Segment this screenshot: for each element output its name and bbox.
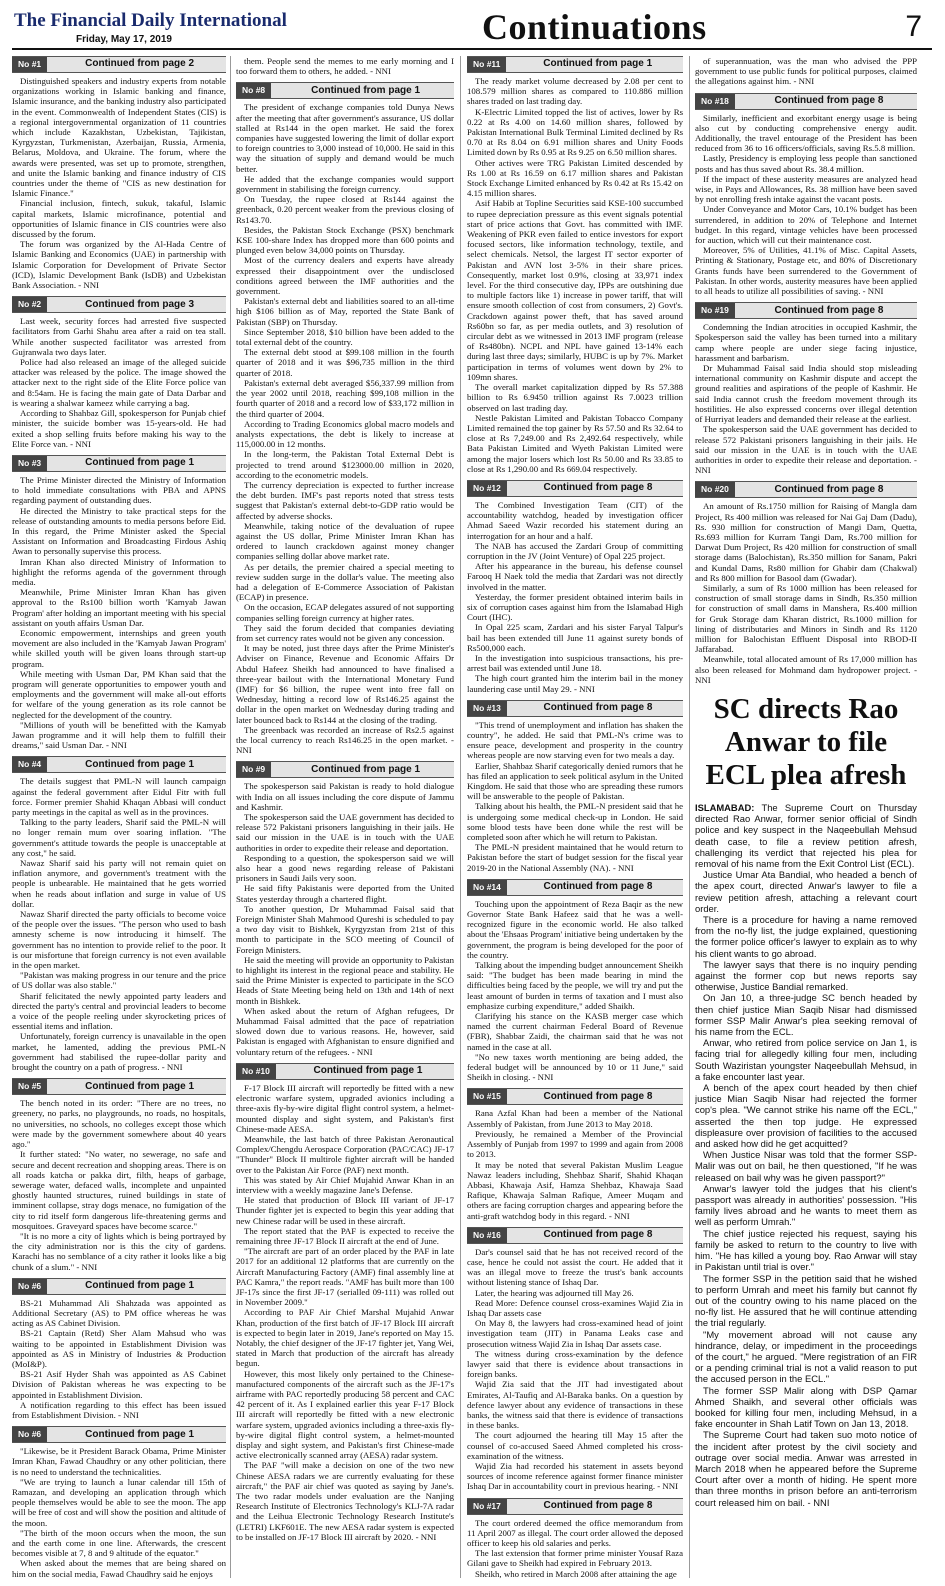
paragraph: The witness during cross-examination by the defence lawyer said that there is evidence about transactions in foreign banks.: [467, 1348, 683, 1380]
paragraph: The president of exchange companies told Dunya News after the meeting that after government's assurance, US dollar stalled at Rs144 in the open market. He said the forex companies have suggested lowering the limit of dollar export to foreign countries to 3,000 instead of 10,000. He said in this way the situation of supply and demand would be much better.: [236, 102, 454, 174]
paragraph: Responding to a question, the spokesperson said we will also hear a good news regarding release of Pakistani prisoners in Saudi Jails very soon.: [236, 852, 454, 884]
continuation-number: No #13: [467, 701, 507, 716]
continuation-header: [467, 1088, 683, 1105]
continuation-header: [236, 1063, 454, 1080]
paragraph: According to PAF Air Chief Marshal Mujahid Anwar Khan, production of the first batch of JF-17 Block III aircraft is expected to begin later in 2019, Jane's reported on May 15. Notably, the chief designer of the JF-17 fighter jet, Yang Wei, stated in March that production of the aircraft has already begun.: [236, 1307, 454, 1369]
paragraph: The external debt stood at $99.108 million in the fourth quarter of 2018 and it was $96,735 million in the third quarter of 2018.: [236, 347, 454, 378]
paragraph: of superannuation, was the man who advised the PPP government to use public funds for political purposes, claimed the allegations against him. - NNI: [695, 56, 917, 87]
feature-paragraph: A bench of the apex court headed by then chief justice Mian Saqib Nisar had rejected the former cop's plea. "We cannot strike his name off the ECL," asserted the then top judge. He expressed displeasure over provision of facilities to the accused and asked how did he get acquitted?: [695, 1082, 917, 1150]
continuation-header: [467, 879, 683, 896]
paragraph: He directed the Ministry to take practical steps for the release of outstanding amounts to media persons before Eid. In this regard, the Prime Minister asked the Special Assistant on Information and Broadcasting Firdous Ashiq Awan to personally supervise this process.: [12, 505, 226, 557]
continuation-number: No #17: [467, 1499, 507, 1514]
paragraph: Similarly, a sum of Rs 1000 million has been released for construction of small storage dams in Sindh, Rs.350 million for construction of small dams in Manshera, Rs.400 million for Gruk Storage dam Kharan district, Rs.1000 million for lining of distributaries and Minors in Sindh and Rs 1120 million for Balochistan Effluent Disposal into RBOD-II Jaffarabad.: [695, 582, 917, 655]
continuation-number: No #5: [12, 1079, 47, 1094]
paragraph: Meanwhile, the last batch of three Pakistan Aeronautical Complex/Chengdu Aerospace Corporation (PAC/CAC) JF-17 "Thunder" Block II multirole fighter aircraft will be handed over to the Pakistan Air Force (PAF) next month.: [236, 1133, 454, 1175]
continuation-header: [695, 93, 917, 110]
paragraph: Read More: Defence counsel cross-examines Wajid Zia in Ishaq Dar assets case: [467, 1297, 683, 1318]
feature-lead: The Supreme Court on Thursday directed Rao Anwar, former senior official of Sindh police and key suspect in the Naqeebullah Mehsud death case, to file a review petition afresh, challenging its verdict that rejected his plea for removal of his name from the Exit Control List (ECL).: [695, 801, 917, 869]
paragraph: Besides, the Pakistan Stock Exchange (PSX) benchmark KSE 100-share Index has dropped more than 600 points and plunged even below 34,000 points on Thursday.: [236, 224, 454, 256]
paragraph: "No new taxes worth mentioning are being added, the federal budget will be announced by 10 or 11 June," said Sheikh in closing. - NNI: [467, 1051, 683, 1083]
paragraph: Talking about the impending budget announcement Sheikh said: "The budget has been made bearing in mind the difficulties being faced by the people, we will try and put the least amount of burden in terms of taxation and I must also emphasize curbing expenditure," added Shaikh.: [467, 960, 683, 1011]
paragraph: However, this most likely only pertained to the Chinese-manufactured components of the aircraft such as the JF-17's airframe with PAC reportedly producing 58 percent and CAC 42 percent of it. As I explained earlier this year F-17 Block III aircraft will reportedly be fitted with a new electronic warfare system, upgraded avionics including a three-axis fly-by-wire digital flight control system, a helmet-mounted display and sight system, and Pakistan's first Chinese-made active electronically scanned array (AESA) radar system.: [236, 1368, 454, 1461]
paragraph: "Pakistan was making progress in our tenure and the price of US dollar was also stable.": [12, 970, 226, 991]
column-3: [467, 56, 683, 1580]
paragraph: Condemning the Indian atrocities in occupied Kashmir, the Spokesperson said the valley has been turned into a military camp where people are under siege facing injustice, harassment and barbarism.: [695, 322, 917, 363]
continuation-block: [12, 455, 226, 750]
continuation-block: [12, 1426, 226, 1579]
paragraph: An amount of Rs.1750 million for Raising of Mangla dam Project, Rs 400 million was released for Nai Gaj Dam (Dadu), Rs. 930 million for construction of Mangi Dam, Quetta, Rs.693 million for Kurram Tangi Dam, Rs.700 million for Darwat Dum Project, Rs 420 million for construction of small storage dams (Balochistan), Rs.350 million for Sanam, Pakri and Kundal Dams, Rs80 million for Ghabir dam (Chakwal) and Rs 800 million for Basool dam (Gwadar).: [695, 501, 917, 583]
paragraph: On Tuesday, the rupee closed at Rs144 against the greenback, 0.20 percent weaker from the previous closing of Rs143.70.: [236, 194, 454, 225]
column-rule: [460, 56, 461, 1578]
continuation-number: No #8: [236, 83, 271, 98]
paragraph: Nawaz Sharif directed the party officials to become voice of the people over the issues. "The person who used to bash amnesty scheme is now introducing it himself. The government has no intention to provide relief to the poor. It is our misfortune that foreign currency is not even available in the open market.: [12, 909, 226, 971]
continuation-block: [695, 56, 917, 87]
paragraph: While meeting with Usman Dar, PM Khan said that the program will generate opportunities to empower youth and employments and the government will make all-out efforts for welfare of the young generation as its role cannot be neglected for the development of the country.: [12, 668, 226, 720]
paragraph: "Millions of youth will be benefitted with the Kamyab Jawan programme and it will help them to fulfill their dreams," said Usman Dar. - NNI: [12, 719, 226, 751]
paragraph: Sharif felicitated the newly appointed party leaders and directed the party's central and provincial leaders to become a voice of the people reeling under skyrocketing prices of essential items and inflation.: [12, 990, 226, 1032]
paragraph: The spokesperson said the UAE government has decided to release 572 Pakistani prisoners languishing in their jails. He said our mission in the UAE is in touch with the UAE authorities in order to expedite their release and deportation.: [236, 812, 454, 853]
paragraph: The last extension that former prime minister Yousaf Raza Gilani gave to Sheikh had expired in February 2013.: [467, 1548, 683, 1569]
continuation-title: Continued from page 8: [774, 304, 884, 316]
paragraph: When asked about the return of Afghan refugees, Dr Muhammad Faisal admitted that the pace of repatriation slowed down due to various reasons. He, however, said Pakistan is engaged with Afghanistan to ensure dignified and voluntary return of the refugees. - NNI: [236, 1005, 454, 1057]
paragraph: The forum was organized by the Al-Hada Centre of Islamic Banking and Economics (UAE) in partnership with Islamic Corporation for Development of Private Sector (ICD), Islamic Development Bank (IsDB) and Uzbekistan Bank Association. - NNI: [12, 239, 226, 291]
paragraph: F-17 Block III aircraft will reportedly be fitted with a new electronic warfare system, upgraded avionics including a three-axis fly-by-wire digital flight control system, a helmet-mounted display and sight system, and Pakistan's first Chinese-made AESA.: [236, 1082, 454, 1134]
continuation-block: [12, 1078, 226, 1271]
paragraph: A notification regarding to this effect has been issued from Establishment Division. - NNI: [12, 1399, 226, 1420]
paragraph: Previously, he remained a Member of the Provincial Assembly of Punjab from 1997 to 1999 and again from 2008 to 2013.: [467, 1128, 683, 1160]
paragraph: Meanwhile, taking notice of the devaluation of rupee against the US dollar, Prime Minister Imran Khan has ordered to launch crackdown against money changer companies selling dollar above market rate.: [236, 520, 454, 562]
paragraph: The NAB has accused the Zardari Group of committing corruption in the JV (Joint Venture) of Opal 225 project.: [467, 540, 683, 561]
paragraph: The court ordered deemed the office memorandum from 11 April 2007 as illegal. The court order allowed the deposed officer to keep his old salaries and perks.: [467, 1517, 683, 1548]
paragraph: The PAF "will make a decision on one of the two new Chinese AESA radars we are currently evaluating for these aircraft," the PAF air chief was quoted as saying by Jane's. The two radar models under evaluation are the Nanjing Research Institute of Electronics Technology's KLJ-7A radar and the Leihua Electronic Technology Research Institute's (LETRI) LKF601E. The new AESA radar system is expected to be installed on JF-17 Block III aircraft by 2020. - NNI: [236, 1460, 454, 1542]
continuation-title: Continued from page 3: [85, 298, 195, 310]
paper-name: The Financial Daily International: [14, 10, 287, 31]
page-number: 7: [905, 10, 922, 43]
paragraph: Lastly, Presidency is employing less people than sanctioned posts and has thus saved about Rs. 38.4 million.: [695, 153, 917, 174]
continuation-header: [12, 1078, 226, 1095]
continuation-header: [12, 296, 226, 313]
continuation-number: No #3: [12, 456, 47, 471]
paragraph: The ready market volume decreased by 2.08 per cent to 108.579 million shares as compared to 110.886 million shares traded on last trading day.: [467, 76, 683, 107]
column-rule: [689, 56, 690, 1578]
paragraph: He said fifty Pakistanis were deported from the United States yesterday through a chartered flight.: [236, 883, 454, 904]
continuation-header: [467, 480, 683, 497]
continuation-header: [236, 82, 454, 99]
paragraph: In Opal 225 scam, Zardari and his sister Faryal Talpur's bail has been extended till June 11 against surety bonds of Rs500,000 each.: [467, 622, 683, 653]
paragraph: Most of the currency dealers and experts have already expressed their disappointment over the undisclosed conditions agreed between the IMF authorities and the government.: [236, 255, 454, 297]
paragraph: The court adjourned the hearing till May 15 after the counsel of co-accused Saeed Ahmed completed his cross-examination of the witness.: [467, 1430, 683, 1461]
paragraph: To another question, Dr Muhammad Faisal said that Foreign Minister Shah Mahmood Qureshi is scheduled to pay a two day visit to Bishkek, Kyrgyzstan from 21st of this month to participate in the SCO meeting of Council of Foreign Ministers.: [236, 903, 454, 955]
paragraph: Last week, security forces had arrested five suspected facilitators from Garhi Shahu area after a raid on tea stall. While another suspected facilitator was arrested from Gujranwala two days later.: [12, 316, 226, 357]
paragraph: them. People send the memes to me early morning and I too forward them to others, he added. - NNI: [236, 56, 454, 77]
paragraph: Moreover, 5% of Utilities, 41.1% of Misc. Capital Assets, Printing & Stationary, Postage etc, and 80% of Discretionary Grants funds have been surrendered to the Government of Pakistan. In other words, austerity measures have been applied to all heads to utilize all possibilities of saving. - NNI: [695, 245, 917, 297]
feature-paragraph: "My movement abroad will not cause any hindrance, delay, or impediment in the proceedings of the court," he argued. "Mere registration of an FIR or a pending criminal trial is not a valid reason to put the accused person in the ECL.": [695, 1328, 917, 1385]
masthead: [12, 6, 932, 50]
continuation-header: [467, 56, 683, 73]
section-title: Continuations: [482, 7, 707, 47]
paragraph: Nawaz Sharif said his party will not remain quiet on inflation anymore, and government's treatment with the people is unbearable. He maintained that he gets worried when he reads about inflation and surge in value of US dollar.: [12, 858, 226, 909]
feature-paragraph: The former SSP Malir along with DSP Qamar Ahmed Shaikh, and several other officials was booked for killing four men, including Mehsud, in a fake encounter in Shah Latif Town on Jan 13, 2018.: [695, 1384, 917, 1430]
paragraph: Rana Azfal Khan had been a member of the National Assembly of Pakistan, from June 2013 to May 2018.: [467, 1108, 683, 1129]
paragraph: On May 8, the lawyers had cross-examined head of joint investigation team (JIT) in Panama Leaks case and prosecution witness Wajid Zia in Ishaq Dar assets case.: [467, 1318, 683, 1349]
paragraph: The spokesperson said the UAE government has decided to release 572 Pakistani prisoners languishing in their jails. He said our mission in the UAE is in touch with the UAE authorities in order to expedite their release and deportation. - NNI: [695, 424, 917, 476]
paragraph: When asked about the memes that are being shared on him on the social media, Fawad Chaudhry said he enjoys: [12, 1558, 226, 1579]
continuation-block: [695, 481, 917, 685]
continuation-number: No #6: [12, 1427, 47, 1442]
continuation-number: No #4: [12, 757, 47, 772]
column-4-blocks: [695, 56, 917, 685]
paragraph: The Prime Minister directed the Ministry of Information to hold immediate consultations with PBA and APNS regarding payment of outstanding dues.: [12, 474, 226, 506]
paragraph: Similarly, inefficient and exorbitant energy usage is being also cut by conducting comprehensive energy audit. Additionally, the travel entourage of the President has been reduced from 36 to 16 officers/officials, saving Rs.5.8 million.: [695, 112, 917, 154]
paragraph: Financial inclusion, fintech, sukuk, takaful, Islamic capital markets, Islamic microfinance, potential and opportunities of Islamic finance in CIS countries were also discussed by the forum.: [12, 198, 226, 240]
continuation-block: [467, 700, 683, 873]
continuation-block: [467, 1498, 683, 1579]
continuation-block: [12, 1278, 226, 1420]
feature-paragraph: The Supreme Court had taken suo moto notice of the incident after protest by the civil society and outrage over social media. Anwar was arrested in March 2018 when he appeared before the Supreme Court after over a month of hiding. He spent more than three months in prison before an anti-terrorism court released him on bail. - NNI: [695, 1429, 917, 1508]
feature-paragraph: The lawyer says that there is no inquiry pending against the former cop but news reports say otherwise, Justice Bandial remarked.: [695, 958, 917, 993]
column-1: [12, 56, 226, 1580]
paragraph: The details suggest that PML-N will launch campaign against the federal government after Eidul Fitr with full force. Former premier Shahid Khaqan Abbasi will conduct party meetings in the capital as well as in the provinces.: [12, 776, 226, 817]
paragraph: They said the forum decided that companies deviating from set currency rates would not be given any concession.: [236, 622, 454, 643]
continuation-title: Continued from page 8: [543, 702, 653, 714]
continuation-number: No #15: [467, 1089, 507, 1104]
paragraph: "Likewise, be it President Barack Obama, Prime Minister Imran Khan, Fawad Chaudhry or any other politician, there is no need to understand the technicalities.: [12, 1446, 226, 1477]
paragraph: As per details, the premier chaired a special meeting to review sudden surge in the dollar's value. The meeting also had a delegation of E-Commerce Association of Pakistan (ECAP) in presence.: [236, 561, 454, 603]
continuation-number: No #9: [236, 762, 271, 777]
paragraph: BS-21 Asif Hyder Shah was appointed as AS Cabinet Division of Pakistan whereas he was expecting to be appointed in Establishment Division.: [12, 1369, 226, 1400]
continuation-title: Continued from page 2: [85, 58, 195, 70]
continuation-header: [12, 56, 226, 73]
paragraph: This was stated by Air Chief Mujahid Anwar Khan in an interview with a weekly magazine Jane's Defense.: [236, 1174, 454, 1195]
paragraph: Nestle Pakistan Limited and Pakistan Tobacco Company Limited remained the top gainer by Rs 57.50 and Rs 32.64 to close at Rs 7,249.00 and Rs 2,492.64 respectively, while Bata Pakistan Limited and Wyeth Pakistan Limited were among the major losers which lost Rs 50.00 and Rs 33.85 to close at Rs 1,290.00 and Rs 669.04 respectively.: [467, 412, 683, 474]
paragraph: Touching upon the appointment of Reza Baqir as the new Governor State Bank Hafeez said that he was a well-recognized figure in the economic world. He also talked about the 'Ehsaas Program' initiative being undertaken by the government, the program is being developed for the poor of the country.: [467, 898, 683, 960]
continuation-number: No #2: [12, 297, 47, 312]
paragraph: "It is no more a city of lights which is being portrayed by the city administration nor is this the city of gardens. Karachi has no semblance of a city rather it looks like a big chunk of a slum." - NNI: [12, 1230, 226, 1272]
feature-story: [695, 802, 917, 1508]
paragraph: "We are trying to launch a lunar calendar till 15th of Ramazan, and developing an application through which people themselves would be able to see the moon. The app will be free of cost and will show the position and altitude of the moon.: [12, 1476, 226, 1528]
continuation-number: No #18: [695, 94, 735, 109]
continuation-block: [12, 296, 226, 449]
feature-paragraphs: [695, 869, 917, 1508]
continuation-block: [467, 1227, 683, 1492]
paragraph: Police had also released an image of the alleged suicide attacker was released by the police. The image showed the attacker next to the right side of the Elite Force police van and 8:54am. He is facing the main gate of Data Darbar and is wearing a shalwar kameez while carrying a bag.: [12, 357, 226, 408]
continuation-title: Continued from page 8: [543, 1499, 653, 1511]
paragraph: The overall market capitalization dipped by Rs 57.388 billion to Rs 6.9450 trillion against Rs 7.0023 trillion observed on last trading day.: [467, 382, 683, 413]
paragraph: BS-21 Muhammad Ali Shahzada was appointed as Additional Secretary (AS) to PM office whereas he was acting as AS Cabinet Division.: [12, 1297, 226, 1329]
paragraph: Talking to the party leaders, Sharif said the PML-N will no longer remain mum over soaring inflation. "The government's attitude towards the people is unacceptable at any cost," he said.: [12, 817, 226, 858]
paragraph: Dr Muhammad Faisal said India should stop misleading international community on Kashmir dispute and accept the ground realities and aspirations of the people of Kashmir. He said India cannot crush the freedom movement through its hostilities. He also expressed concerns over illegal detention of Hurriyat leaders and demanded their release at the earliest.: [695, 363, 917, 425]
continuation-header: [12, 455, 226, 472]
continuation-title: Continued from page 8: [543, 1090, 653, 1102]
continuation-title: Continued from page 8: [774, 95, 884, 106]
continuation-block: [695, 302, 917, 475]
paragraph: Later, the hearing was adjourned till May 26.: [475, 1287, 634, 1298]
continuation-title: Continued from page 8: [543, 1229, 653, 1241]
paragraph: Economic empowerment, internships and green youth movement are also included in the 'Kamyab Jawan Program' while skilled youth will be given loans through start-up program.: [12, 627, 226, 669]
continuation-header: [236, 761, 454, 778]
paragraph: The greenback was recorded an increase of Rs2.5 against the local currency to reach Rs146.25 in the open market. - NNI: [236, 724, 454, 756]
continuation-title: Continued from page 1: [311, 84, 421, 96]
continuation-title: Continued from page 1: [313, 1065, 423, 1077]
paragraph: Yesterday, the former president obtained interim bails in six of corruption cases against him from the Islamabad High Court (IHC).: [467, 591, 683, 623]
paragraph: It further stated: "No water, no sewerage, no safe and secure and decent recreation and shopping areas. There is on all roads katcha or pakka dirt, filth, heaps of garbage, sewerage water, defaced walls, incomplete and unpainted ghostly haunted structures, ruined buildings in state of imminent collapse, stray dogs menace, no fumigation of the city to rid itself form dangerous life-threatening germs and mosquitoes. Graveyard spaces have become scarce.": [12, 1149, 226, 1231]
feature-paragraph: Anwar, who retired from police service on Jan 1, is facing trial for allegedly killing four men, including South Waziristan youngster Naqeebullah Mehsud, in a fake encounter last year.: [695, 1037, 917, 1082]
paragraph: If the impact of these austerity measures are analyzed head wise, in Pays and Allowances, Rs. 38 million have been saved by not enrolling fresh intake against the vacant posts.: [695, 173, 917, 205]
continuation-header: [467, 1498, 683, 1515]
continuation-title: Continued from page 1: [311, 763, 421, 775]
paragraph: Imran Khan also directed Ministry of Information to highlight the reforms agenda of the government through media.: [12, 556, 226, 587]
continuation-title: Continued from page 1: [85, 1280, 195, 1292]
feature-paragraph: The former SSP in the petition said that he wished to perform Umrah and meet his family but cannot fly out of the country owing to his name placed on the no-fly list. He assured that he will continue attending the trial regularly.: [695, 1272, 917, 1329]
paragraph: The bench noted in its order: "There are no trees, no greenery, no parks, no playgrounds, no roads, no hospitals, no universities, no schools, no colleges except those which were made by the government somewhere about 40 years ago.": [12, 1098, 226, 1150]
continuation-block: [12, 756, 226, 1072]
paragraph: Dar's counsel said that he has not received record of the case, hence he could not assist the court. He added that it was an illegal move to freeze the trust's bank accounts without listening stance of Ishaq Dar.: [467, 1246, 683, 1288]
paragraph: After his appearance in the bureau, his defense counsel Farooq H Naek told the media that Zardari was not directly involved in the matter.: [467, 561, 683, 592]
paragraph: "The aircraft are part of an order placed by the PAF in late 2017 for an additional 12 platforms that are currently on the Aircraft Manufacturing Factory (AMF) final assembly line at PAC Kamra," the report reads. "AMF has built more than 100 JF-17s since the first JF-17 (serialled 09-111) was rolled out in November 2009.": [236, 1246, 454, 1308]
continuation-header: [12, 1278, 226, 1295]
column-rule: [230, 56, 231, 1578]
continuation-block: [236, 1063, 454, 1542]
paragraph: According to Trading Economics global macro models and analysts expectations, the debt is likely to increase at 115,000.00 in 12 months.: [236, 418, 454, 450]
paragraph: Under Conveyance and Motor Cars, 10.1% budget has been surrendered, in addition to 20% of Telephone and Internet budget. In this regard, vintage vehicles have been processed for auction, which will cut their maintenance cost.: [695, 204, 917, 246]
paragraph: Pakistan's external debt averaged $56,337.99 million from the year 2002 until 2018, reaching $99,108 million in the fourth quarter of 2018 and a record low of $33,172 million in the third quarter of 2004.: [236, 377, 454, 419]
paragraph: The high court granted him the interim bail in the money laundering case until May 29. - NNI: [467, 673, 683, 694]
continuation-block: [467, 879, 683, 1083]
paragraph: Wajid Zia said that the JIT had investigated about Emirates, Al-Taufiq and Al-Baraka banks. On a question by defence lawyer about any evidence of transactions in these banks, the witness said that there is evidence of transactions in these banks.: [467, 1379, 683, 1431]
paragraph: Meanwhile, Prime Minister Imran Khan has given approval to the Rs100 billion worth 'Kamyab Jawan Program' after holding an important meeting with his special assistant on youth affairs Usman Dar.: [12, 587, 226, 628]
continuation-title: Continued from page 8: [543, 482, 653, 494]
paragraph: In the investigation into suspicious transactions, his pre-arrest bail was extended until June 18.: [467, 652, 683, 674]
paragraph: Earlier, Shahbaz Sharif categorically denied rumors that he has filed an application to seek political asylum in the United Kingdom. He said that those who are spreading these rumors will be answerable to the people of Pakistan.: [467, 760, 683, 802]
continuation-title: Continued from page 1: [85, 1080, 195, 1092]
paragraph: Wajid Zia had recorded his statement in assets beyond sources of income reference against former finance minister Ishaq Dar in accountability court in previous hearing. - NNI: [467, 1460, 683, 1492]
continuation-number: No #6: [12, 1279, 47, 1294]
paragraph: BS-21 Captain (Retd) Sher Alam Mahsud who was waiting to be appointed in Establishment Division was appointed as AS in Ministry of Industries & Production (MoI&P).: [12, 1328, 226, 1369]
paragraph: Sheikh, who retired in March 2008 after attaining the age: [475, 1568, 677, 1579]
feature-paragraph: When Justice Nisar was told that the former SSP-Malir was out on bail, he then questioned, "If he was released on bail why was he given passport?": [695, 1149, 917, 1183]
continuation-number: No #10: [236, 1064, 276, 1079]
paragraph: On the occasion, ECAP delegates assured of not supporting companies selling foreign currency at higher rates.: [236, 602, 454, 623]
paragraph: Asif Habib at Topline Securities said KSE-100 succumbed to rupee depreciation pressure as this event signals potential start of price actions that Govt. has committed with IMF. Weakening of PKR even failed to entice investors for export focused sectors, like information technology, textile, and select chemicals. Netsol, the largest IT sector exporter of Pakistan and AVN lost 3-5% in their share prices. Consequently, market lost 0.9%, closing at 33,971 index level. For the third consecutive day, IPPs are outshining due to multiple factors like 1) increase in power tariff, that will ensure smooth collection of cost from consumers, 2) Govt's. Crackdown against power theft, that has saved around Rs60bn so far, as per media outlets, and 3) resolution of circular debt as we witnessed in 2013 IMF program (release of Rs480bn). NCPL and NPL have gained 13-14% each during last three days; similarly, HUBC is up by 7%. Market participation in terms of volumes went down by 2% to 109mn shares.: [467, 198, 683, 382]
column-2: [236, 56, 454, 1580]
continuation-header: [467, 1227, 683, 1244]
feature-lead-paragraph: [695, 802, 917, 869]
paragraph: Unfortunately, foreign currency is unavailable in the open market, he lamented, adding the previous PML-N government had stabilised the rupee-dollar parity and brought the country on a path of progress. - NNI: [12, 1031, 226, 1073]
continuation-title: Continued from page 1: [85, 1428, 195, 1440]
paragraph: The spokesperson said Pakistan is ready to hold dialogue with India on all issues including the core dispute of Jammu and Kashmir.: [236, 781, 454, 812]
continuation-block: [695, 93, 917, 297]
paragraph: Pakistan's external debt and liabilities soared to an all-time high $106 billion as of May, reported the State Bank of Pakistan (SBP) on Thursday.: [236, 296, 454, 327]
continuation-number: No #11: [467, 57, 506, 72]
continuation-number: No #12: [467, 481, 507, 496]
feature-paragraph: Justice Umar Ata Bandial, who headed a bench of the apex court, directed Anwar's lawyer to file a review petition afresh, attaching a relevant court order.: [695, 869, 917, 914]
continuation-block: [12, 56, 226, 290]
continuation-number: No #1: [12, 57, 47, 72]
continuation-header: [695, 481, 917, 498]
paragraph: According to Shahbaz Gill, spokesperson for Punjab chief minister, the suicide bomber was 15-years-old. He had exited a shop selling fruits before making his way to the Elite Force van. - NNI: [12, 408, 226, 449]
continuation-header: [695, 302, 917, 319]
paragraph: It may be noted, just three days after the Prime Minister's Adviser on Finance, Revenue and Economic Affairs Dr Abdul Hafeez Sheikh had announced to have finalised a three-year bailout with the International Monetary Fund (IMF) for $6 billion, the rupee went into free fall on Wednesday, hitting a record low of Rs146.25 against the dollar in the open market on Wednesday during trading and later bounced back to Rs144 at the closing of the trading.: [236, 643, 454, 725]
continuation-block: [467, 56, 683, 474]
continuation-header: [12, 1426, 226, 1443]
paragraph: It may be noted that several Pakistan Muslim League Nawaz leaders including, Shehbaz Sharif, Shahid Khaqan Abbasi, Khawaja Asif, Hamza Shehbaz, Khawaja Saad Rafique, Khawaja Salman Rafique, Ameer Muqam and others are facing corruption charges and appearing before the anti-graft watchdog body in this regard. - NNI: [467, 1159, 683, 1221]
paragraph: Meanwhile, total allocated amount of Rs 17,000 million has also been released for Mohmand dam hydropower project. - NNI: [695, 654, 917, 685]
continuation-title: Continued from page 1: [85, 457, 195, 469]
paragraph: The PML-N president maintained that he would return to Pakistan before the start of budget session for the fiscal year 2019-20 in the National Assembly (NA). - NNI: [467, 842, 683, 873]
paragraph: Other actives were TRG Pakistan Limited descended by Rs 1.00 at Rs 16.59 on 6.17 million shares and Pakistan Stock Exchange Limited enhanced by Rs 0.42 at Rs 15.42 on 4.15 million shares.: [467, 157, 683, 199]
continuation-title: Continued from page 1: [543, 58, 653, 70]
paragraph: He stated that production of Block III variant of JF-17 Thunder fighter jet is expected to begin this year adding that new Chinese radar will be used in these aircraft.: [236, 1195, 454, 1226]
continuation-title: Continued from page 1: [85, 758, 195, 770]
continuation-number: No #14: [467, 880, 507, 895]
continuation-title: Continued from page 8: [543, 881, 653, 893]
paragraph: The currency depreciation is expected to further increase the debt burden. IMF's past reports noted that stress tests suggest that Pakistan's external debt-to-GDP ratio would be affected by adverse shocks.: [236, 479, 454, 521]
feature-headline: SC directs Rao Anwar to file ECL plea afresh: [705, 692, 907, 791]
continuation-block: [236, 82, 454, 755]
paragraph: In the long-term, the Pakistan Total External Debt is projected to trend around $123000.00 million in 2020, according to the econometric models.: [236, 449, 454, 480]
feature-paragraph: The chief justice rejected his request, saying his family be asked to return to the country to live with him. "He has killed a young boy. Rao Anwar will stay in Pakistan until trial is over.": [695, 1227, 917, 1273]
paragraph: The report stated that the PAF is expected to receive the remaining three JF-17 Block II aircraft at the end of June.: [236, 1225, 454, 1246]
feature-paragraph: On Jan 10, a three-judge SC bench headed by then chief justice Mian Saqib Nisar had dismissed former SSP Malir Anwar's plea seeking removal of his name from the ECL.: [695, 992, 917, 1038]
continuation-title: Continued from page 8: [774, 483, 884, 495]
issue-date: Friday, May 17, 2019: [76, 34, 172, 45]
continuation-header: [12, 756, 226, 773]
paragraph: He added that the exchange companies would support government in stabilising the foreign currency.: [236, 173, 454, 195]
paragraph: Clarifying his stance on the KASB merger case which named the current chairman Federal Board of Revenue (FBR), Shabbar Zaidi, the chairman said that he was not named in the case at all.: [467, 1011, 683, 1052]
paragraph: Distinguished speakers and industry experts from notable organizations working in Islamic banking and finance, Islamic insurance, and the banking industry also participated in the event. Commonwealth of Independent States (CIS) is a regional intergovernmental organization of 11 countries which include Kazakhstan, Uzbekistan, Tajikistan, Kyrgyzstan, Turkmenistan, Azerbaijan, Russia, Armenia, Belarus, Moldova, and Ukraine. The forum, where the awards were presented, was set up to promote, strengthen, and unite the Islamic banking and finance industry of CIS countries under the theme of "CIS as new destination for Islamic Finance.": [12, 76, 226, 199]
continuation-number: No #20: [695, 482, 735, 497]
continuation-block: [236, 56, 454, 76]
paragraph: Talking about his health, the PML-N president said that he is undergoing some medical check-up in London. He said some blood tests have been done while the rest will be completed soon after which he will return to Pakistan.: [467, 801, 683, 843]
feature-dateline: ISLAMABAD:: [695, 801, 755, 813]
continuation-number: No #19: [695, 303, 735, 318]
paragraph: Since September 2018, $10 billion have been added to the total external debt of the country.: [236, 326, 454, 348]
paragraph: "The birth of the moon occurs when the moon, the sun and the earth come in one line. Afterwards, the crescent becomes visible at 7, 8 and 9 altitude of the equator.": [12, 1527, 226, 1559]
paragraph: The Combined Investigation Team (CIT) of the accountability watchdog, headed by investigation officer Ahmad Saeed Wazir recorded his statement during an interrogation for an hour and a half.: [467, 499, 683, 541]
continuation-header: [467, 700, 683, 717]
paragraph: He said the meeting will provide an opportunity to Pakistan to highlight its interest in the regional peace and stability. He said the Prime Minister is expected to participate in the SCO Heads of State Meeting being held on 13th and 14th of next month in Bishkek.: [236, 954, 454, 1006]
continuation-block: [467, 480, 683, 694]
feature-paragraph: Anwar's lawyer told the judges that his client's passport was already in authorities' possession. "His family lives abroad and he wants to meet them as well as perform Umrah.": [695, 1182, 917, 1228]
continuation-number: No #16: [467, 1228, 507, 1243]
column-4: [695, 56, 917, 1580]
continuation-block: [236, 761, 454, 1056]
continuation-block: [467, 1088, 683, 1220]
paragraph: K-Electric Limited topped the list of actives, lower by Rs 0.22 at Rs 4.00 on 14.60 million shares, followed by Pakistan International Bulk Terminal Limited declined by Rs 0.70 at Rs 8.04 on 6.91 million shares and Unity Foods Limited down by Rs 0.95 at Rs 9.25 on 6.50 million shares.: [467, 106, 683, 158]
paragraph: "This trend of unemployment and inflation has shaken the country", he added. He said that PML-N's crime was to ensure peace, development and prosperity in the country whereas people are now starving even for two meals a day.: [467, 719, 683, 761]
feature-paragraph: There is a procedure for having a name removed from the no-fly list, the judge explained, questioning the former police officer's lawyer to explain as to why his client wants to go abroad.: [695, 914, 917, 959]
